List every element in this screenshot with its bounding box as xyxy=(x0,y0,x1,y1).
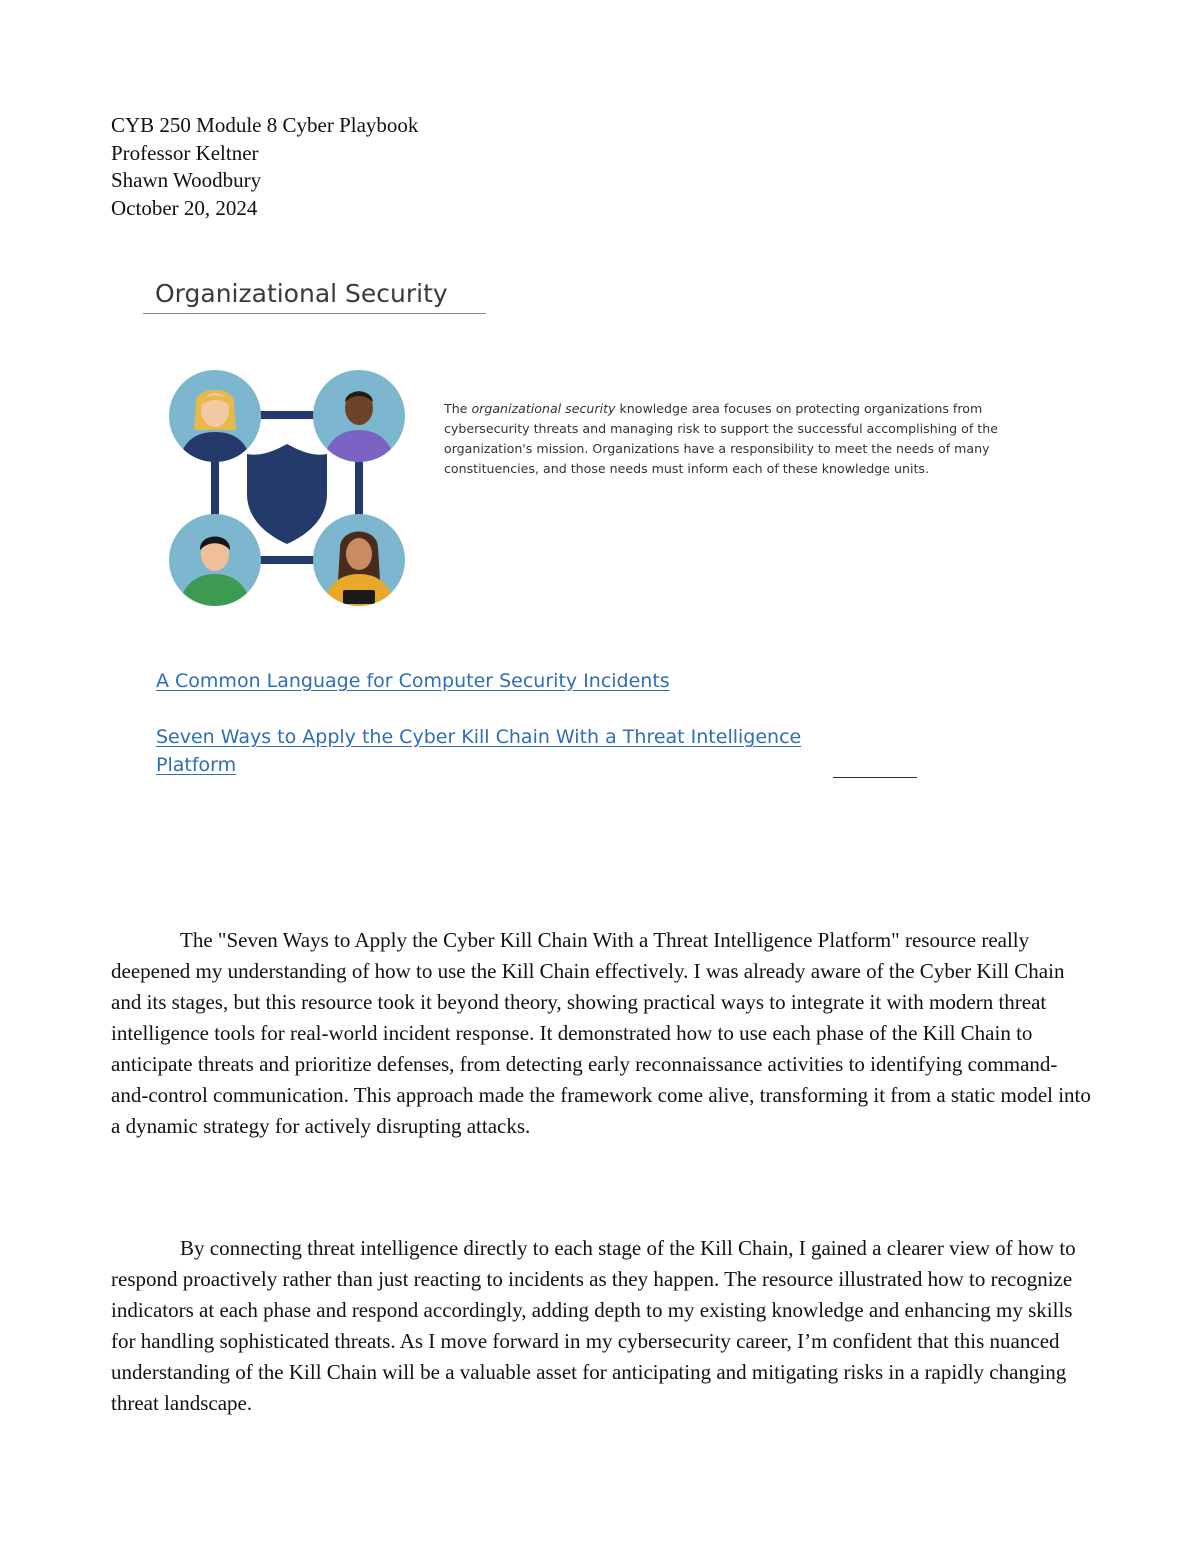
signature-rule xyxy=(833,777,917,778)
document-header xyxy=(111,112,418,222)
person-avatar-1 xyxy=(169,370,261,466)
link-seven-ways-kill-chain[interactable]: Seven Ways to Apply the Cyber Kill Chain With a Threat Intelligence Platform xyxy=(156,726,802,776)
person-avatar-3 xyxy=(169,514,261,608)
person-avatar-4 xyxy=(313,514,405,608)
course-title: CYB 250 Module 8 Cyber Playbook xyxy=(111,113,419,137)
professor-name: Professor Keltner xyxy=(111,140,259,165)
person-avatar-2 xyxy=(313,370,405,466)
description-emphasis: organizational security xyxy=(471,401,616,416)
description-text-lead: The xyxy=(444,401,472,416)
section-title-rule xyxy=(143,313,486,314)
body-paragraph-1: The "Seven Ways to Apply the Cyber Kill Chain With a Threat Intelligence Platform" resource really deepened my understanding of how to use the Kill Chain effectively. I was already aware of the Cyber Kill Chain and its stages, but this resource took it beyond theory, showing practical ways to integrate it with modern threat intelligence tools for real-world incident response. It demonstrated how to use each phase of the Kill Chain to anticipate threats and prioritize defenses, from detecting early reconnaissance activities to identifying command-and-control communication. This approach made the framework come alive, transforming it from a static model into a dynamic strategy for actively disrupting attacks. xyxy=(111,928,1091,1138)
description-text-body: knowledge area focuses on protecting organizations from cybersecurity threats and managing risk to support the successful accomplishing of the organization's mission. Organizations have a responsibility to meet the needs of many constituencies, and those needs must inform each of these knowledge units. xyxy=(444,401,998,476)
author-name: Shawn Woodbury xyxy=(111,168,262,192)
organizational-security-illustration xyxy=(165,368,409,608)
document-date: October 20, 2024 xyxy=(111,195,258,220)
section-description xyxy=(444,399,1024,479)
section-title: Organizational Security xyxy=(155,279,448,308)
shield-icon xyxy=(247,444,327,544)
link-common-language[interactable]: A Common Language for Computer Security Incidents xyxy=(156,670,670,692)
body-paragraph-2: By connecting threat intelligence directly to each stage of the Kill Chain, I gained a clearer view of how to respond proactively rather than just reacting to incidents as they happen. The resource illustrated how to recognize indicators at each phase and respond accordingly, adding depth to my existing knowledge and enhancing my skills for handling sophisticated threats. As I move forward in my cybersecurity career, I’m confident that this nuanced understanding of the Kill Chain will be a valuable asset for anticipating and mitigating risks in a rapidly changing threat landscape. xyxy=(111,1236,1076,1415)
